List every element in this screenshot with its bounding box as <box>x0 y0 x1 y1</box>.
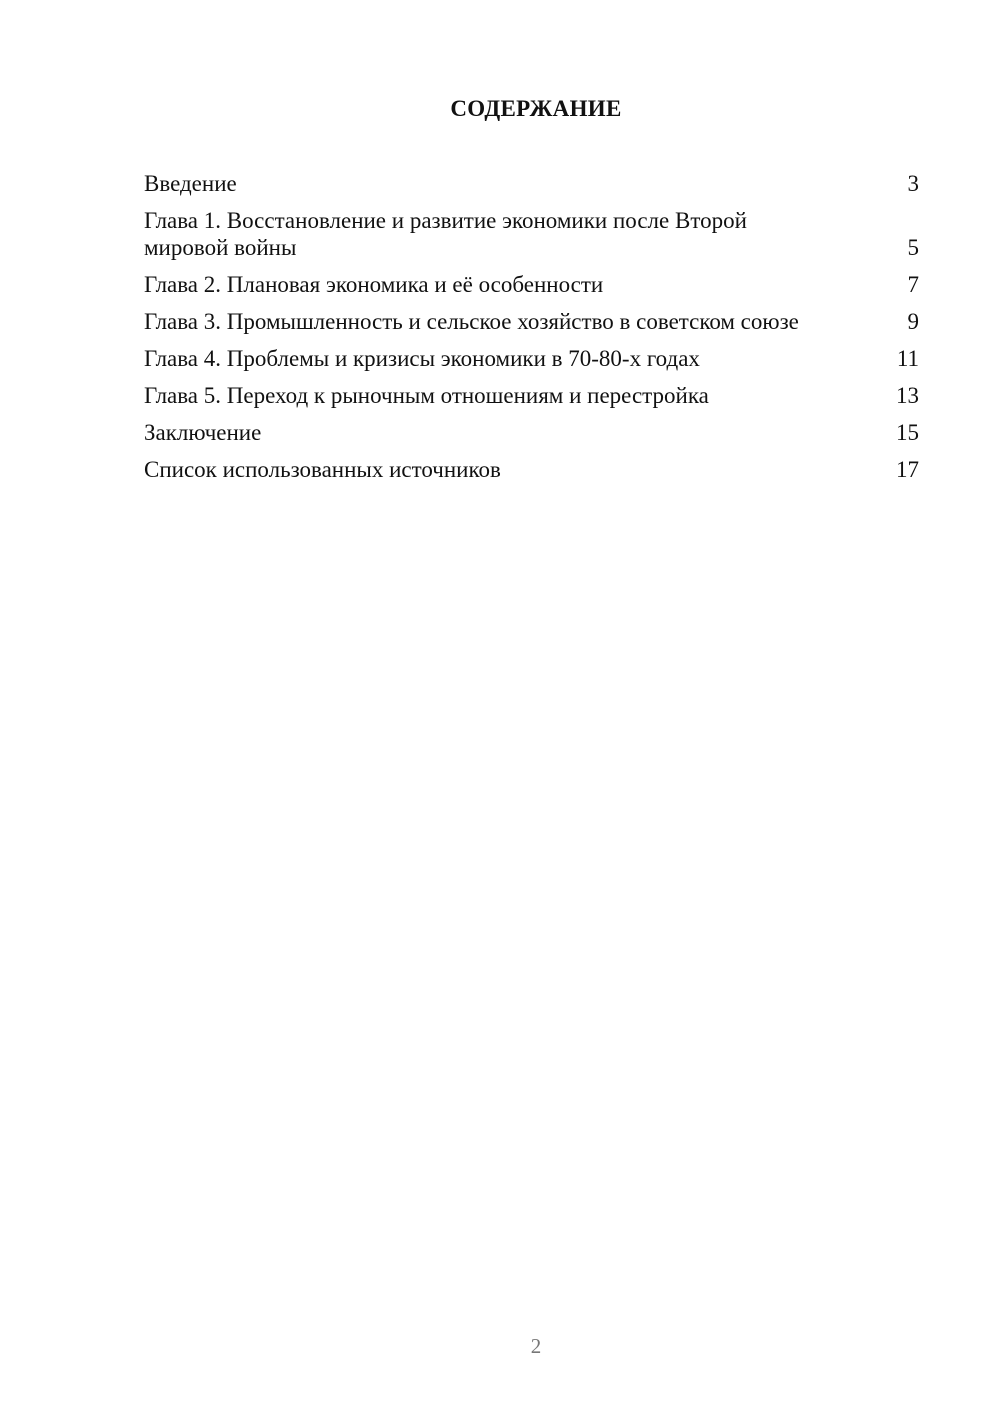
toc-entry-title: Введение <box>144 171 237 196</box>
toc-entry-title: Глава 5. Переход к рыночным отношениям и перестройка <box>144 383 709 408</box>
toc-entry-page: 3 <box>907 171 919 196</box>
toc-entry-title: Глава 2. Плановая экономика и её особенности <box>144 272 604 297</box>
toc-entry-page: 17 <box>896 457 919 482</box>
toc-entry-page: 11 <box>896 346 919 371</box>
toc-entry-title: Глава 4. Проблемы и кризисы экономики в 70-80-х годах <box>144 346 700 371</box>
toc-entry <box>144 271 919 298</box>
toc-entry-page: 7 <box>907 272 919 297</box>
toc-entry <box>144 308 919 335</box>
table-of-contents <box>144 170 919 493</box>
toc-entry-title: Список использованных источников <box>144 457 501 482</box>
page-title: СОДЕРЖАНИЕ <box>450 96 622 121</box>
toc-entry-title: Глава 1. Восстановление и развитие экономики после Второй мировой войны <box>144 208 747 260</box>
toc-entry-title: Глава 3. Промышленность и сельское хозяйство в советском союзе <box>144 309 799 334</box>
toc-entry <box>144 419 919 446</box>
toc-entry-page: 13 <box>896 383 919 408</box>
toc-entry-page: 5 <box>907 235 919 260</box>
toc-entry <box>144 382 919 409</box>
page-number: 2 <box>530 1334 542 1358</box>
toc-entry <box>144 207 919 261</box>
toc-entry <box>144 456 919 483</box>
toc-entry <box>144 170 919 197</box>
toc-entry-page: 15 <box>896 420 919 445</box>
toc-entry-title: Заключение <box>144 420 262 445</box>
toc-entry-page: 9 <box>907 309 919 334</box>
toc-entry <box>144 345 919 372</box>
